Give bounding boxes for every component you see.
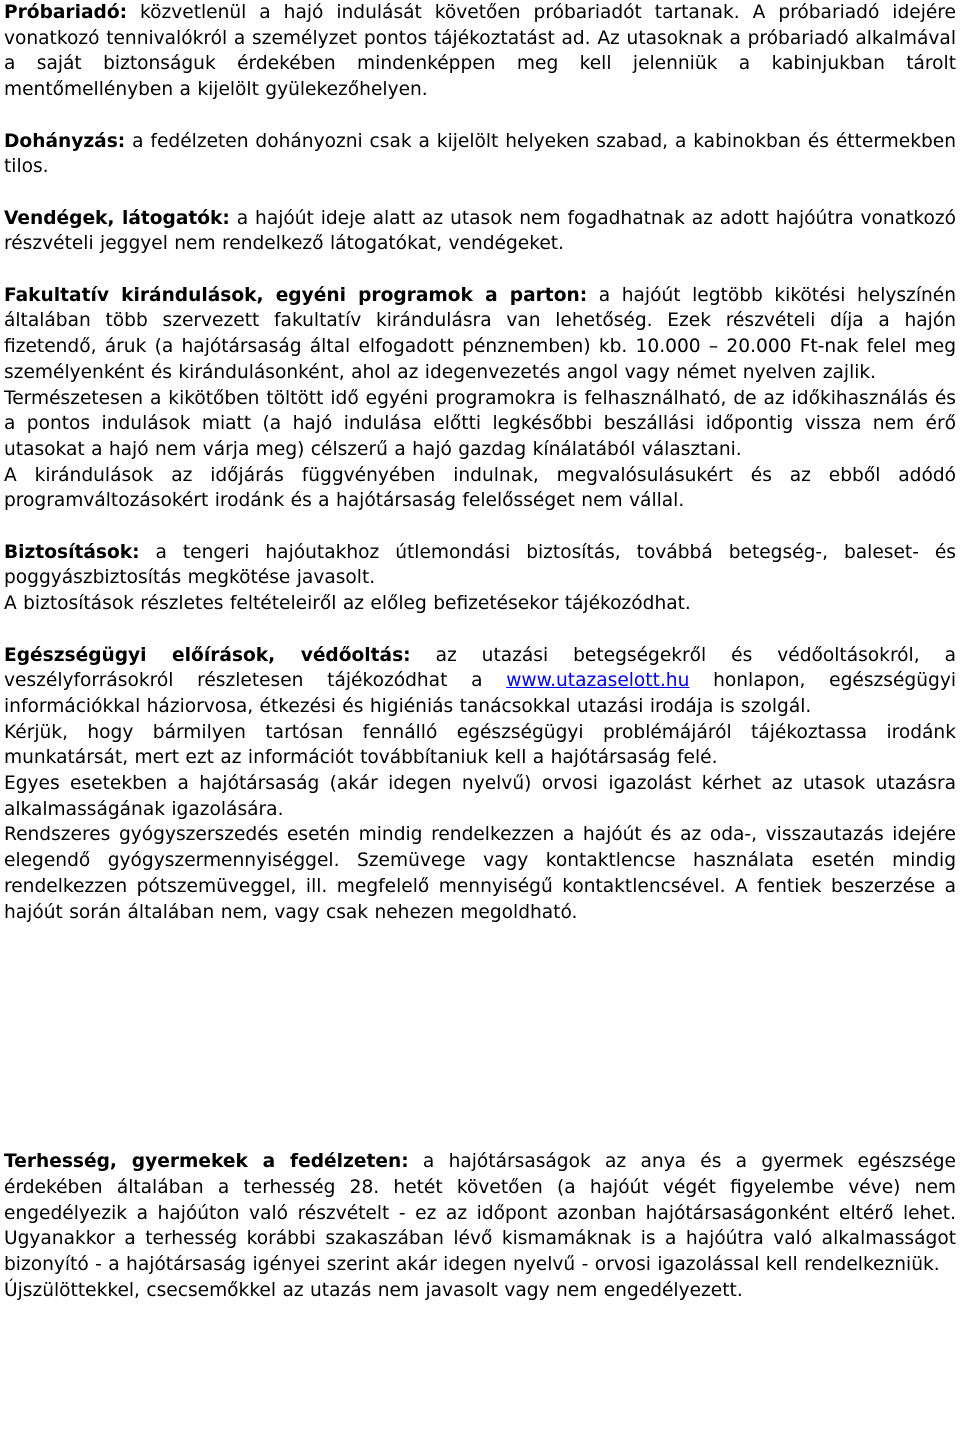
heading-terhesseg: Terhesség, gyermekek a fedélzeten: (4, 1151, 409, 1173)
text-egeszsegugyi-before-link: az utazási betegségekről és védőoltásokról, a veszélyforrásokról részletesen tájékozódhat a (4, 644, 956, 692)
text-vendegek: a hajóút ideje alatt az utasok nem fogadhatnak az adott hajóútra vonatkozó részvételi jeggyel nem rendelkező látogatókat, vendégeket. (4, 207, 956, 255)
text-fakultativ: a hajóút legtöbb kikötési helyszínén általában több szervezett fakultatív kirándulásra van lehetőség. Ezek részvételi díja a hajón fizetendő, áruk (a hajótársaság által elfogadott pénznemben) kb. 10.000 – 20.000 Ft-nak felel meg személyenként és kirándulásonként, ahol az idegenvezetés angol vagy német nyelven zajlik. (4, 284, 956, 383)
paragraph-terhesseg (4, 1149, 956, 1278)
paragraph-terhesseg-2: Újszülöttekkel, csecsemőkkel az utazás nem javasolt vagy nem engedélyezett. (4, 1279, 743, 1301)
heading-dohanyzas: Dohányzás: (4, 130, 126, 152)
text-egeszsegugyi-after-link: honlapon, egészségügyi információkkal háziorvosa, étkezési és higiéniás tanácsokkal utazási irodája is szolgál. (4, 670, 956, 717)
page-blank-area (4, 925, 956, 1149)
utazaselott-link[interactable]: www.utazaselott.hu (506, 670, 690, 692)
heading-fakultativ: Fakultatív kirándulások, egyéni programok a parton: (4, 284, 588, 306)
paragraph-vendegek (4, 206, 956, 257)
paragraph-egeszsegugyi-2: Kérjük, hogy bármilyen tartósan fennálló egészségügyi problémájáról tájékoztassa irodánk munkatársát, mert ezt az információt továbbítaniuk kell a hajótársaság felé. (4, 721, 956, 769)
paragraph-gap (4, 180, 956, 206)
paragraph-biztositasok (4, 540, 956, 591)
paragraph-egeszsegugyi-3: Egyes esetekben a hajótársaság (akár idegen nyelvű) orvosi igazolást kérhet az utasok utazásra alkalmasságának igazolására. (4, 773, 956, 820)
text-biztositasok: a tengeri hajóutakhoz útlemondási biztosítás, továbbá betegség-, baleset- és poggyászbiztosítás megkötése javasolt. (4, 541, 956, 589)
heading-egeszsegugyi: Egészségügyi előírások, védőoltás: (4, 644, 411, 666)
paragraph-gap (4, 103, 956, 129)
text-dohanyzas: a fedélzeten dohányozni csak a kijelölt helyeken szabad, a kabinokban és éttermekben tilos. (4, 130, 956, 178)
paragraph-egeszsegugyi (4, 643, 956, 720)
paragraph-gap (4, 514, 956, 540)
paragraph-probariado (4, 0, 956, 103)
paragraph-dohanyzas (4, 129, 956, 180)
heading-probariado: Próbariadó: (4, 2, 128, 23)
text-probariado: közvetlenül a hajó indulását követően próbariadót tartanak. A próbariadó idejére vonatkozó tennivalókról a személyzet pontos tájékoztatást ad. Az utasoknak a próbariadó alkalmával a saját biztonságuk érdekében mindenképpen meg kell jelenniük a kabinjukban tárolt mentőmellényben a kijelölt gyülekezőhelyen. (4, 2, 956, 101)
paragraph-fakultativ (4, 283, 956, 386)
heading-vendegek: Vendégek, látogatók: (4, 207, 230, 229)
heading-biztositasok: Biztosítások: (4, 541, 140, 563)
document-page (4, 0, 956, 1303)
text-terhesseg: a hajótársaságok az anya és a gyermek egészsége érdekében általában a terhesség 28. hetét követően (a hajóút végét figyelembe véve) nem engedélyezik a hajóúton való részvételt - ez az időpont azonban hajótársaságonként eltérő lehet. Ugyanakkor a terhesség korábbi szakaszában lévő kismamáknak is a hajóútra való alkalmasságot bizonyító - a hajótársaság igényei szerint akár idegen nyelvű - orvosi igazolással kell rendelkezniük. (4, 1151, 956, 1276)
paragraph-gap (4, 257, 956, 283)
paragraph-fakultativ-3: A kirándulások az időjárás függvényében indulnak, megvalósulásukért és az ebből adódó programváltozásokért irodánk és a hajótársaság felelősséget nem vállal. (4, 464, 956, 512)
paragraph-biztositasok-2: A biztosítások részletes feltételeiről az előleg befizetésekor tájékozódhat. (4, 593, 691, 615)
paragraph-fakultativ-2: Természetesen a kikötőben töltött idő egyéni programokra is felhasználható, de az időkihasználás és a pontos indulások miatt (a hajó indulása előtti legkésőbbi beszállási időpontig vissza nem érő utasokat a hajó nem várja meg) célszerű a hajó gazdag kínálatából választani. (4, 387, 956, 460)
paragraph-gap (4, 617, 956, 643)
paragraph-egeszsegugyi-4: Rendszeres gyógyszerszedés esetén mindig rendelkezzen a hajóút és az oda-, visszautazás idejére elegendő gyógyszermennyiséggel. Szemüvege vagy kontaktlencse használata esetén mindig rendelkezzen pótszemüveggel, ill. megfelelő mennyiségű kontaktlencsével. A fentiek beszerzése a hajóút során általában nem, vagy csak nehezen megoldható. (4, 824, 956, 923)
